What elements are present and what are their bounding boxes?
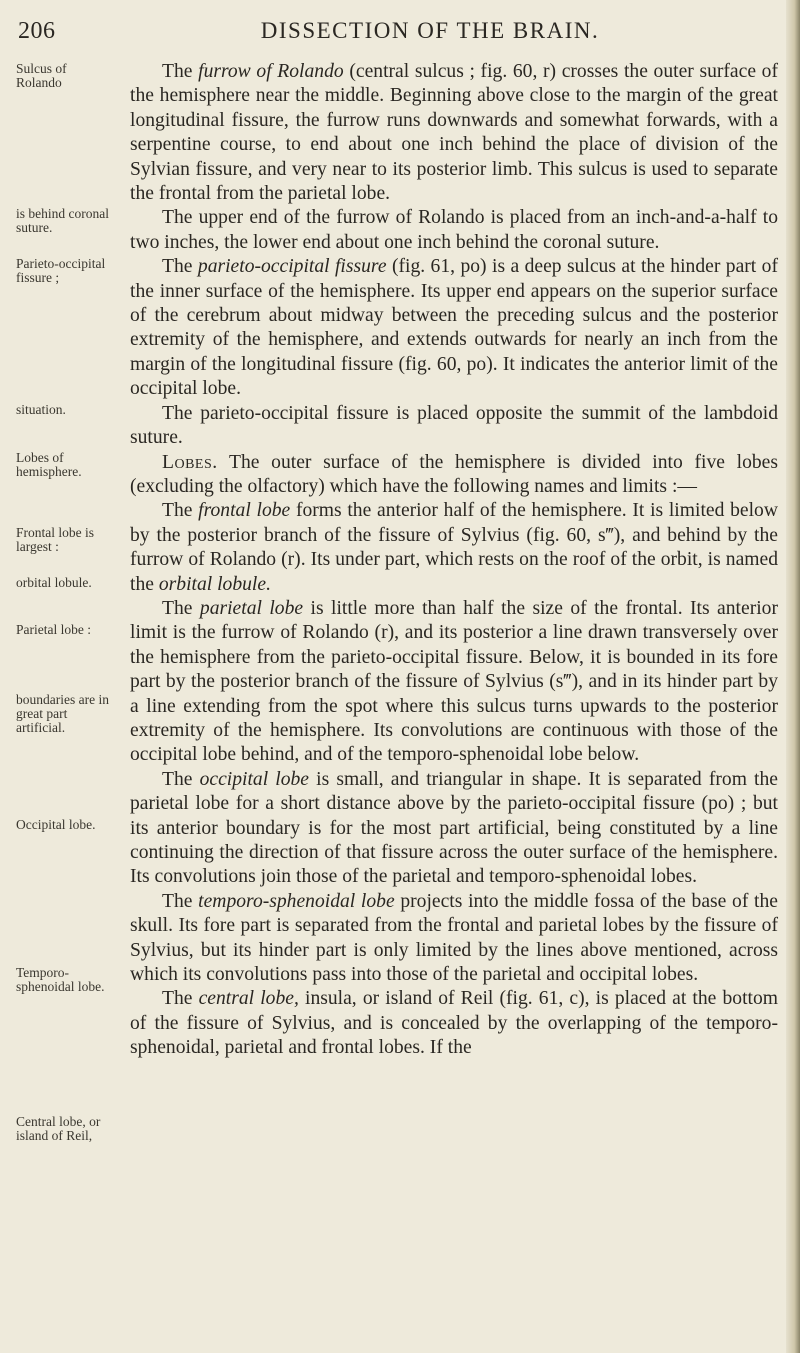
text-run: The outer surface of the hemisphere is divided into five lobes (excluding the olfactory) which have the following names and limits :—	[130, 451, 778, 497]
text-run: The	[162, 768, 200, 790]
term-central-lobe: central lobe,	[198, 988, 299, 1010]
term-occipital-lobe: occipital lobe	[199, 768, 310, 790]
text-run: projects into the middle fossa of the base of the skull. Its fore part is separated from the frontal and parietal lobes by the fissure of Sylvius, but its hinder part is only limited by the lines above mentioned, across which its convolutions pass into those of the parietal and occipital lobes.	[130, 890, 778, 986]
margin-note: Occipital lobe.	[16, 817, 96, 832]
paragraph-frontal-lobe	[130, 499, 778, 597]
term-parietal-lobe: parietal lobe	[199, 597, 304, 619]
term-frontal-lobe: frontal lobe	[198, 500, 291, 522]
margin-note: Frontal lobe is largest :	[16, 525, 94, 554]
text-run: The	[162, 500, 199, 522]
margin-note: is behind coronal suture.	[16, 206, 109, 235]
text-run: is little more than half the size of the frontal. Its anterior limit is the furrow of Rolando (r), and its posterior a line drawn transversely over the hemisphere from the parieto-occipital fissure. Below, it is bounded in its fore part by the posterior branch of the fissure of Sylvius (s‴), and in its hinder part by a line extending from the spot where this sulcus turns upwards to the posterior extremity of the hemisphere. Its convolutions are continuous with those of the occipital lobe behind, and of the temporo-sphenoidal lobe below.	[130, 597, 778, 766]
text-run: The	[162, 890, 199, 912]
paragraph-situation: The parieto-occipital fissure is placed opposite the summit of the lambdoid suture.	[130, 402, 778, 449]
margin-note: Temporo-sphenoidal lobe.	[16, 965, 105, 994]
margin-note: Parieto-occipital fissure ;	[16, 256, 106, 285]
paragraph-coronal-suture: The upper end of the furrow of Rolando is placed from an inch-and-a-half to two inches, the lower end about one inch behind the coronal suture.	[130, 207, 778, 253]
paragraph-lobes	[130, 451, 778, 500]
margin-note: orbital lobule.	[16, 575, 92, 590]
paragraph-parietal-lobe	[130, 597, 778, 768]
running-head: DISSECTION OF THE BRAIN.	[260, 18, 600, 43]
term-lobes: Lobes.	[162, 451, 218, 473]
page-edge-shadow	[786, 0, 800, 1353]
paragraph-sulcus-of-rolando	[130, 60, 778, 206]
text-run: The	[162, 988, 199, 1010]
margin-note: Sulcus of Rolando	[16, 61, 67, 90]
paragraph-central-lobe	[130, 987, 778, 1060]
page-number: 206	[18, 18, 56, 44]
term-parieto-occipital: parieto-occipital fissure	[197, 256, 387, 278]
margin-note: boundaries are in great part artificial.	[16, 692, 109, 735]
page-header	[0, 18, 800, 48]
text-run: The	[162, 256, 198, 278]
text-run: forms the anterior half of the hemisphere. It is limited below by the posterior branch of the fissure of Sylvius (fig. 60, s‴), and behind by the furrow of Rolando (r). Its under part, which rests on the roof of the orbit, is named the	[130, 500, 778, 595]
margin-note: Lobes of hemisphere.	[16, 450, 82, 479]
paragraph-parieto-occipital	[130, 255, 778, 401]
paragraph-occipital-lobe	[130, 768, 778, 890]
margin-notes	[0, 0, 110, 1353]
text-run: insula, or island of Reil (fig. 61, c), is placed at the bottom of the fissure of Sylvius, and is concealed by the overlapping of the temporo-sphenoidal, parietal and frontal lobes. If the	[130, 988, 778, 1059]
text-run: (central sulcus ; fig. 60, r) crosses the outer surface of the hemisphere near the middle. Beginning above close to the margin of the great longitudinal fissure, the furrow runs downwards and somewhat forwards, with a serpentine course, to end about one inch behind the place of division of the Sylvian fissure, and very near to its posterior limb. This sulcus is used to separate the frontal from the parietal lobe.	[130, 61, 778, 205]
term-furrow-of-rolando: furrow of Rolando	[198, 61, 344, 82]
term-orbital-lobule: orbital lobule.	[158, 573, 271, 595]
paragraph-temporo-sphenoidal-lobe	[130, 890, 778, 988]
term-temporo-sphenoidal-lobe: temporo-sphenoidal lobe	[198, 890, 395, 912]
text-run: The	[162, 597, 200, 619]
text-run: is small, and triangular in shape. It is separated from the parietal lobe for a short distance above by the parieto-occipital fissure (po) ; but its anterior boundary is for the most part artificial, being constituted by a line continuing the direction of that fissure across the outer surface of the hemisphere. Its convolutions join those of the parietal and temporo-sphenoidal lobes.	[130, 768, 778, 888]
body-text	[130, 60, 778, 1061]
margin-note: situation.	[16, 402, 66, 417]
text-run: The	[162, 61, 199, 82]
margin-note: Central lobe, or island of Reil,	[16, 1114, 101, 1143]
text-run: (fig. 61, po) is a deep sulcus at the hinder part of the inner surface of the hemisphere. Its upper end appears on the superior surface of the cerebrum about midway between the preceding sulcus and the posterior extremity of the hemisphere, and extends outwards for nearly an inch from the margin of the longitudinal fissure (fig. 60, po). It indicates the anterior limit of the occipital lobe.	[130, 256, 778, 400]
margin-note: Parietal lobe :	[16, 622, 91, 637]
